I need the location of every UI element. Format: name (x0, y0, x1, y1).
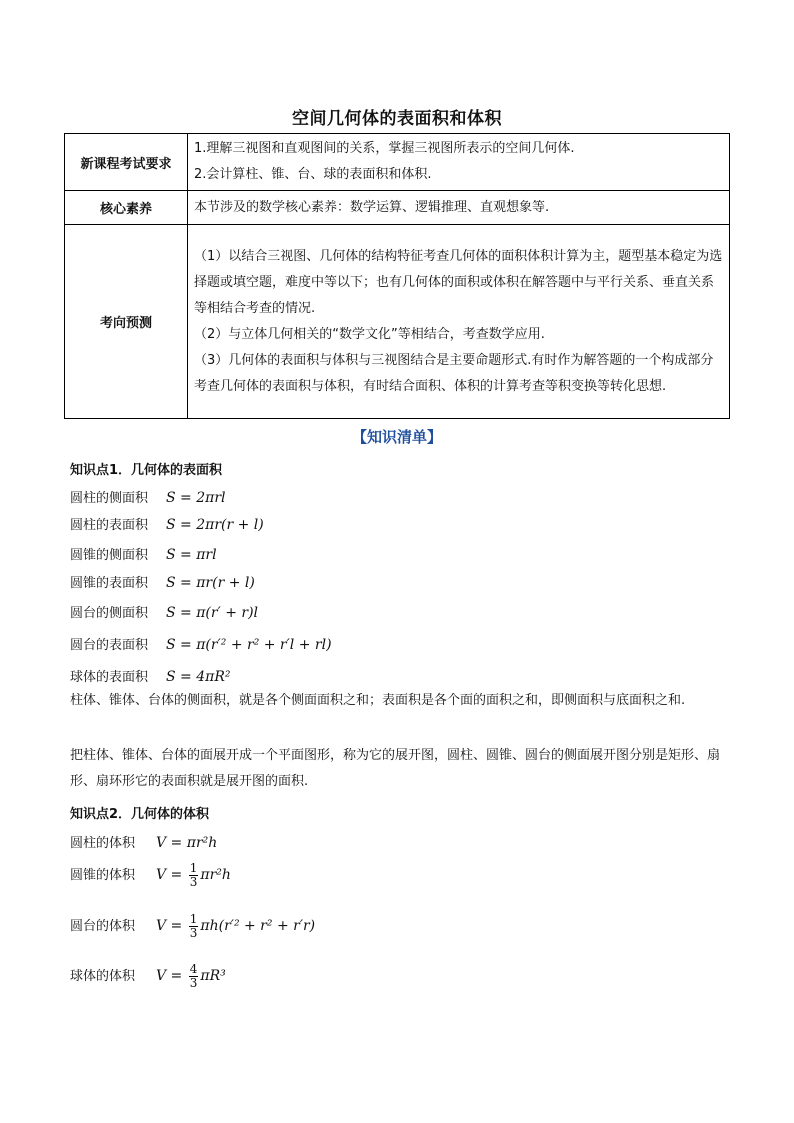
formula-label: 球体的体积 (70, 969, 136, 984)
formula: πh(r′² + r² + r′r) (200, 918, 316, 934)
formula-label: 圆台的侧面积 (70, 606, 149, 621)
formula: πR³ (200, 968, 226, 984)
formula-row (70, 913, 315, 940)
fraction (189, 913, 199, 940)
formula-prefix: V = (156, 918, 187, 934)
row-body (188, 191, 730, 225)
kp1-title: 知识点1．几何体的表面积 (70, 463, 223, 478)
formula: πr²h (200, 867, 231, 883)
formula-label: 圆柱的侧面积 (70, 491, 149, 506)
numerator: 1 (189, 912, 198, 926)
formula: S = πr(r + l) (166, 575, 255, 591)
table-row (65, 134, 730, 191)
row-body (188, 225, 730, 419)
formula: S = π(r′² + r² + r′l + rl) (166, 637, 332, 653)
row-line: 1.理解三视图和直观图间的关系，掌握三视图所表示的空间几何体. (194, 141, 575, 156)
formula: S = 2πrl (166, 490, 226, 506)
fraction (189, 862, 199, 889)
formula-row (70, 963, 226, 990)
paragraph: 柱体、锥体、台体的侧面积，就是各个侧面面积之和；表面积是各个面的面积之和，即侧面积与底面积之和. (70, 693, 686, 708)
formula-prefix: V = (156, 867, 187, 883)
denominator: 3 (189, 926, 198, 940)
formula-row (70, 544, 217, 563)
formula-row (70, 634, 332, 653)
table-row (65, 191, 730, 225)
row-head: 新课程考试要求 (65, 134, 188, 191)
formula-label: 圆台的表面积 (70, 638, 149, 653)
formula-label: 球体的表面积 (70, 670, 149, 685)
numerator: 1 (189, 861, 198, 875)
row-line: （3）几何体的表面积与体积与三视图结合是主要命题形式.有时作为解答题的一个构成部分考查几何体的表面积与体积，有时结合面积、体积的计算考查等积变换等转化思想. (194, 352, 714, 394)
row-head: 核心素养 (65, 191, 188, 225)
row-line: （1）以结合三视图、几何体的结构特征考查几何体的面积体积计算为主，题型基本稳定为选择题或填空题，难度中等以下；也有几何体的面积或体积在解答题中与平行关系、垂直关系等相结合考查的情况. (194, 248, 723, 316)
formula-prefix: V = (156, 835, 187, 851)
formula-row (70, 832, 217, 851)
fraction (189, 963, 199, 990)
row-head: 考向预测 (65, 225, 188, 419)
formula-row (70, 514, 264, 533)
formula: S = 4πR² (166, 669, 231, 685)
formula-label: 圆锥的侧面积 (70, 548, 149, 563)
formula: S = 2πr(r + l) (166, 517, 264, 533)
formula: S = π(r′ + r)l (166, 605, 259, 621)
formula: S = πrl (166, 547, 217, 563)
formula-label: 圆柱的表面积 (70, 518, 149, 533)
formula-label: 圆柱的体积 (70, 836, 136, 851)
section-title: 【知识清单】 (351, 428, 442, 446)
formula-label: 圆台的体积 (70, 919, 136, 934)
formula-prefix: V = (156, 968, 187, 984)
formula-row (70, 862, 231, 889)
table-row (65, 225, 730, 419)
row-line: 2.会计算柱、锥、台、球的表面积和体积. (194, 167, 432, 182)
formula-label: 圆锥的表面积 (70, 576, 149, 591)
denominator: 3 (189, 976, 198, 990)
row-line: 本节涉及的数学核心素养：数学运算、逻辑推理、直观想象等. (194, 199, 550, 215)
requirements-table (64, 133, 730, 419)
row-body (188, 134, 730, 191)
kp2-title: 知识点2．几何体的体积 (70, 807, 210, 822)
denominator: 3 (189, 875, 198, 889)
formula: πr²h (186, 835, 218, 851)
formula-row (70, 666, 230, 685)
paragraph: 把柱体、锥体、台体的面展开成一个平面图形，称为它的展开图，圆柱、圆锥、圆台的侧面展开图分别是矩形、扇形、扇环形它的表面积就是展开图的面积. (70, 748, 721, 789)
formula-label: 圆锥的体积 (70, 868, 136, 883)
formula-row (70, 572, 255, 591)
formula-row (70, 487, 226, 506)
page-title: 空间几何体的表面积和体积 (292, 109, 502, 129)
numerator: 4 (189, 962, 198, 976)
row-line: （2）与立体几何相关的“数学文化”等相结合，考查数学应用. (194, 326, 545, 342)
formula-row (70, 602, 258, 621)
